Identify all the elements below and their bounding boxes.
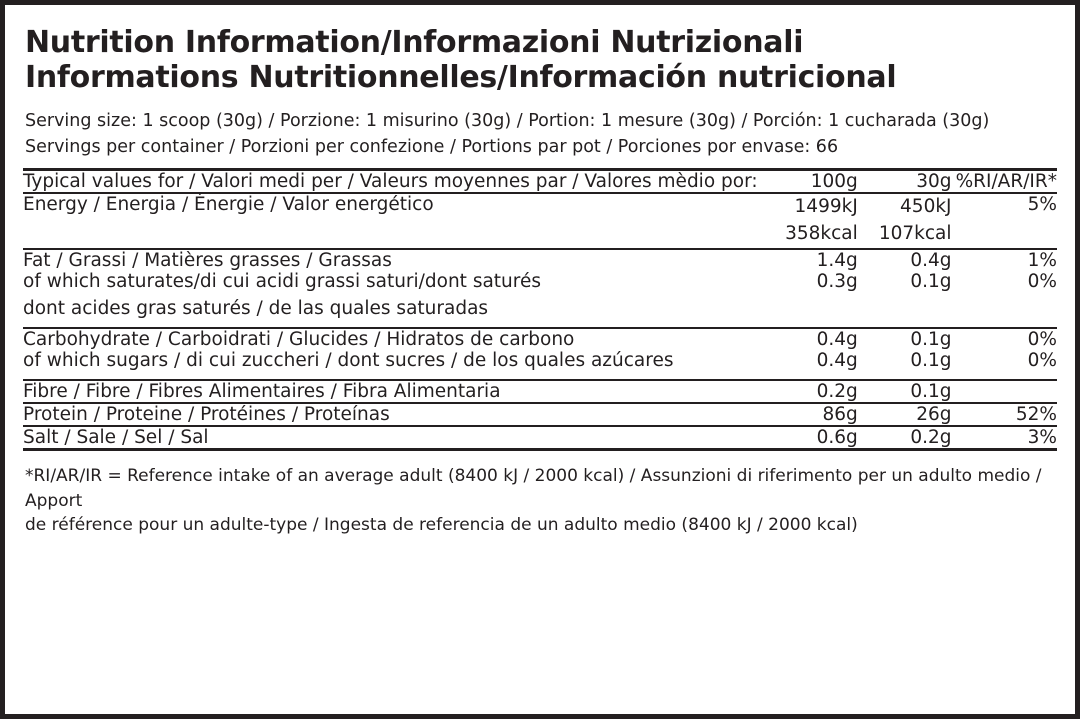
row-label-fat: Fat / Grassi / Matières grasses / Grassas <box>23 249 758 271</box>
row-energy-per30-kcal: 107kcal <box>878 223 952 245</box>
table-row-protein <box>23 403 1057 426</box>
row-energy-per30-kj: 450kJ <box>900 196 952 218</box>
row-salt-per30: 0.2g <box>858 426 952 450</box>
row-fibre-ri <box>952 380 1057 403</box>
row-energy-per100-kcal: 358kcal <box>785 223 858 245</box>
table-row-sugars <box>23 350 1057 380</box>
footnote-line-1: *RI/AR/IR = Reference intake of an average adult (8400 kJ / 2000 kcal) / Assunzioni di riferimento per un adulto medio / Apport <box>25 465 1042 511</box>
bottom-rule-cell-4 <box>952 449 1057 455</box>
bottom-rule-cell-2 <box>758 449 858 455</box>
row-saturates-cont-per100 <box>758 292 858 328</box>
row-energy-per100 <box>758 193 858 249</box>
row-label-saturates: of which saturates/di cui acidi grassi saturi/dont saturés <box>23 270 541 292</box>
row-salt-ri: 3% <box>952 426 1057 450</box>
table-bottom-rule <box>23 449 1057 455</box>
footnote-line-2: de référence pour un adulte-type / Ingesta de referencia de un adulto medio (8400 kJ / 2000 kcal) <box>25 515 858 536</box>
row-energy-per100-kj: 1499kJ <box>794 196 858 218</box>
row-sugars-ri: 0% <box>1027 349 1057 371</box>
nutrition-table <box>23 168 1057 455</box>
serving-size-text: Serving size: 1 scoop (30g) / Porzione: 1 misurino (30g) / Portion: 1 mesure (30g) / Porción: 1 cucharada (30g) <box>25 110 990 131</box>
row-label-energy: Energy / Energia / Énergie / Valor energético <box>23 193 758 249</box>
row-fat-per30: 0.4g <box>858 249 952 271</box>
row-label-protein: Protein / Proteine / Protéines / Proteínas <box>23 403 758 426</box>
row-label-saturates-line2: dont acides gras saturés / de las quales saturadas <box>23 297 489 319</box>
row-saturates-per100: 0.3g <box>816 270 858 292</box>
row-sugars-per30: 0.1g <box>910 349 952 371</box>
table-row-energy <box>23 193 1057 249</box>
title-line-2: Informations Nutritionnelles/Información nutricional <box>25 60 897 96</box>
table-row-fat <box>23 249 1057 271</box>
footnote <box>23 464 1057 538</box>
row-carbohydrate-ri: 0% <box>952 328 1057 350</box>
row-label-carbohydrate: Carbohydrate / Carboidrati / Glucides / Hidratos de carbono <box>23 328 758 350</box>
header-ri: %RI/AR/IR* <box>952 170 1057 194</box>
row-energy-ri: 5% <box>952 193 1057 249</box>
header-typical-values: Typical values for / Valori medi per / Valeurs moyennes par / Valores mèdio por: <box>23 171 758 193</box>
table-row-carbohydrate <box>23 328 1057 350</box>
bottom-rule-cell-3 <box>858 449 952 455</box>
row-sugars-per100: 0.4g <box>816 349 858 371</box>
table-row-saturates <box>23 271 1057 292</box>
row-fat-ri: 1% <box>952 249 1057 271</box>
row-carbohydrate-per100: 0.4g <box>758 328 858 350</box>
table-row-saturates-cont <box>23 292 1057 328</box>
header-per-100g: 100g <box>758 170 858 194</box>
row-saturates-cont-per30 <box>858 292 952 328</box>
servings-per-container-text: Servings per container / Porzioni per confezione / Portions par pot / Porciones por envase: 66 <box>25 137 839 158</box>
row-saturates-per30: 0.1g <box>910 270 952 292</box>
bottom-rule-cell-1 <box>23 449 758 455</box>
row-protein-per100: 86g <box>758 403 858 426</box>
row-saturates-ri: 0% <box>1027 270 1057 292</box>
row-carbohydrate-per30: 0.1g <box>858 328 952 350</box>
table-header-row <box>23 170 1057 194</box>
row-fibre-per30: 0.1g <box>858 380 952 403</box>
panel-title <box>25 25 1057 96</box>
row-energy-per30 <box>858 193 952 249</box>
row-protein-ri: 52% <box>952 403 1057 426</box>
row-label-fibre: Fibre / Fibre / Fibres Alimentaires / Fibra Alimentaria <box>23 380 758 403</box>
row-protein-per30: 26g <box>858 403 952 426</box>
row-label-sugars: of which sugars / di cui zuccheri / dont sucres / de los quales azúcares <box>23 349 674 371</box>
serving-info <box>23 108 1057 161</box>
table-row-fibre <box>23 380 1057 403</box>
row-fibre-per100: 0.2g <box>758 380 858 403</box>
row-fat-per100: 1.4g <box>758 249 858 271</box>
table-row-salt <box>23 426 1057 450</box>
row-label-salt: Salt / Sale / Sel / Sal <box>23 426 758 450</box>
header-per-30g: 30g <box>858 170 952 194</box>
row-saturates-cont-ri <box>952 292 1057 328</box>
title-line-1: Nutrition Information/Informazioni Nutrizionali <box>25 25 804 60</box>
row-salt-per100: 0.6g <box>758 426 858 450</box>
